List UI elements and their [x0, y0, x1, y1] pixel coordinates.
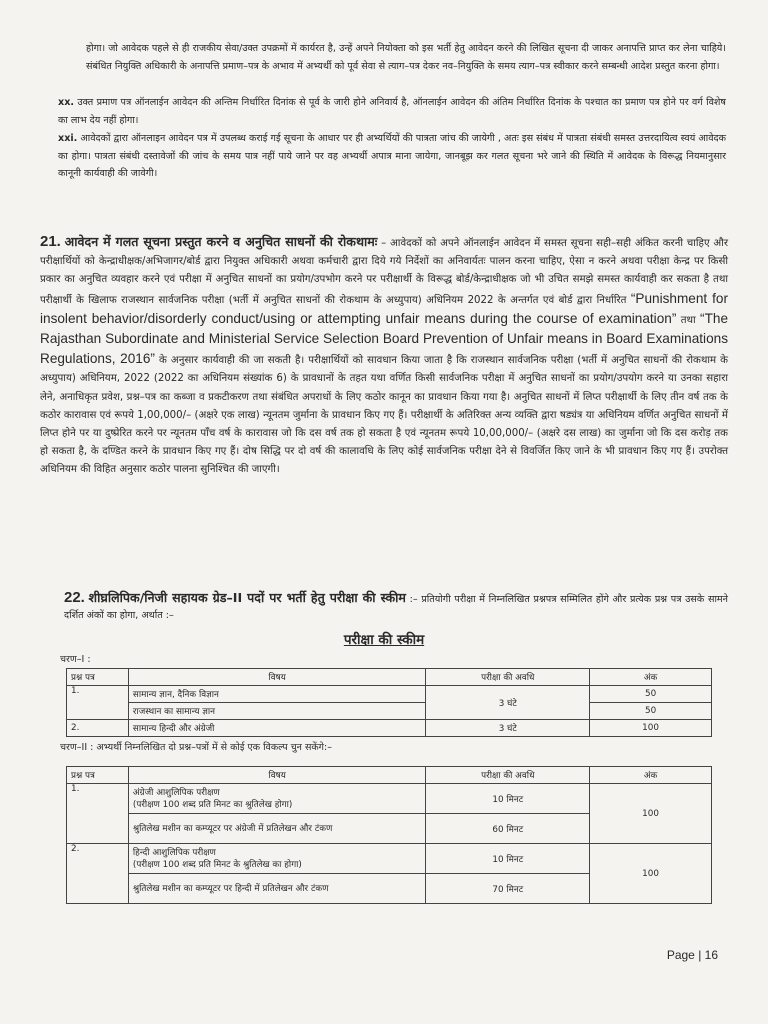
- column-header: परीक्षा की अवधि: [426, 669, 590, 686]
- column-header: परीक्षा की अवधि: [426, 767, 590, 784]
- section-22-number: 22.: [64, 589, 85, 606]
- duration-cell: 3 घंटे: [426, 720, 590, 737]
- table-row: [67, 784, 712, 814]
- paper-number: 2.: [67, 720, 129, 737]
- clause-xx-text: उक्त प्रमाण पत्र ऑनलाईन आवेदन की अन्तिम निर्धारित दिनांक से पूर्व के जारी होने अनिवार्य है, ऑनलाईन आवेदन की अंतिम निर्धारित दिनांक के पश्चात का प्रमाण पत्र होने पर वर्ग विशेष का लाभ देय नहीं होगा।: [58, 97, 726, 126]
- duration-cell: 60 मिनट: [426, 814, 590, 844]
- column-header: प्रश्न पत्र: [67, 669, 129, 686]
- table-header-row: [67, 767, 712, 784]
- clause-xx: [58, 94, 726, 129]
- column-header: प्रश्न पत्र: [67, 767, 129, 784]
- marks-cell: 100: [590, 720, 712, 737]
- duration-cell: 3 घंटे: [426, 686, 590, 720]
- duration-cell: 10 मिनट: [426, 784, 590, 814]
- subject-cell: सामान्य हिन्दी और अंग्रेजी: [128, 720, 426, 737]
- phase-1-table: [66, 668, 712, 737]
- section-21-heading: आवेदन में गलत सूचना प्रस्तुत करने व अनुचित साधनों की रोकथामः: [64, 234, 378, 249]
- section-22-intro: :– प्रतियोगी परीक्षा में निम्नलिखित प्रश्नपत्र सम्मिलित होंगे और प्रत्येक प्रश्न पत्र उसके सामने दर्शित अंकों का होगा, अर्थात :–: [64, 594, 728, 621]
- column-header: विषय: [128, 767, 426, 784]
- marks-cell: 100: [590, 844, 712, 904]
- section-21-quote-1: “Punishment for insolent behavior/disorderly conduct/using or attempting unfair means during the course of examination”: [40, 290, 728, 326]
- subject-cell: हिन्दी आशुलिपिक परीक्षण (परीक्षण 100 शब्द प्रति मिनट के श्रुतिलेख का होगा): [128, 844, 426, 874]
- paper-number: 2.: [67, 844, 129, 904]
- paper-number: 1.: [67, 686, 129, 720]
- subject-cell: श्रुतिलेख मशीन का कम्प्यूटर पर अंग्रेजी में प्रतिलेखन और टंकण: [128, 814, 426, 844]
- section-21-text-b: तथा: [680, 314, 696, 326]
- column-header: विषय: [128, 669, 426, 686]
- section-21-number: 21.: [40, 233, 61, 250]
- subject-cell: श्रुतिलेख मशीन का कम्प्यूटर पर हिन्दी में प्रतिलेखन और टंकण: [128, 874, 426, 904]
- subject-cell: अंग्रेजी आशुलिपिक परीक्षण (परीक्षण 100 शब्द प्रति मिनट का श्रुतिलेख होगा): [128, 784, 426, 814]
- marks-cell: 100: [590, 784, 712, 844]
- clause-xxi: [58, 130, 726, 183]
- clause-continuation: [86, 40, 726, 75]
- section-21-text-a: – आवेदकों को अपने ऑनलाईन आवेदन में समस्त सूचना सही–सही अंकित करनी चाहिए और परीक्षार्थियों को केन्द्राधीक्षक/अभिजागर/बोर्ड द्वारा नियुक्त अधिकारी अथवा कर्मचारी द्वारा दिये गये निर्देशों का अनिवार्यतः पालन करना चाहिए, ऐसा न करने अथवा परीक्षा केन्द्र पर किसी प्रकार का अनुचित व्यवहार करने एवं परीक्षा में अनुचित साधनों का प्रयोग/उपभोग करने पर परीक्षार्थी के विरूद्ध बोर्ड/केन्द्राधीक्षक जो भी उचित समझे समस्त कार्यवाही कर सकता है तथा परीक्षार्थी के खिलाफ राजस्थान सार्वजनिक परीक्षा (भर्ती में अनुचित साधनों की रोकथाम के अध्युपाय) अधिनियम 2022 के अन्तर्गत एवं बोर्ड द्वारा निर्धारित: [40, 238, 728, 306]
- clause-xx-number: xx.: [58, 97, 75, 108]
- column-header: अंक: [590, 669, 712, 686]
- clause-continuation-text: होगा। जो आवेदक पहले से ही राजकीय सेवा/उक्त उपक्रमों में कार्यरत है, उन्हें अपने नियोक्ता को इस भर्ती हेतु आवेदन करने की लिखित सूचना दी जाकर अनापत्ति प्राप्त कर लेना चाहिये। संबंधित नियुक्ति अधिकारी के अनापत्ति प्रमाण–पत्र के अभाव में अभ्यर्थी को पूर्व सेवा से त्याग–पत्र देकर नव–नियुक्ति के समय त्याग–पत्र स्वीकार करने सम्बन्धी आदेश प्रस्तुत करना होगा।: [86, 43, 726, 72]
- section-21-text-c: के अनुसार कार्यवाही की जा सकती है। परीक्षार्थियों को सावधान किया जाता है कि राजस्थान सार्वजनिक परीक्षा (भर्ती में अनुचित साधनों की रोकथाम के अध्युपाय) अधिनियम, 2022 (2022 का अधिनियम संख्यांक 6) के प्रावधानों के तहत यथा वर्णित किसी सार्वजनिक परीक्षा में अनुचित साधनों का प्रयोग/उपयोग करने या उनका सहारा लेने, अनाधिकृत प्रवेश, प्रश्न–पत्र का कब्जा व प्रकटीकरण तथा संबंधित अपराधों के लिए कठोर कानून का प्रावधान किया गया है। अनुचित साधनों में लिप्त परीक्षार्थी के लिए तीन वर्ष तक के कठोर कारावास एवं रूपये 1,00,000/– (अक्षरे एक लाख) न्यूनतम जुर्माना के प्रावधान किए गए हैं। परीक्षार्थी के अतिरिक्त अन्य व्यक्ति द्वारा षड्यंत्र या अधिनियम वर्णित अनुचित साधनों में लिप्त होने पर या दुष्प्रेरित करने पर न्यूनतम पाँच वर्ष के कारावास जो कि दस वर्ष तक हो सकता है एवं न्यूनतम रूपये 10,00,000/– (अक्षरे दस लाख) का जुर्माना जो कि दस करोड़ तक हो सकता है, के दण्डित करने के प्रावधान किए गए हैं। दोष सिद्धि पर दो वर्ष की कालावधि के लिए कोई सार्वजनिक परीक्षा देने से विवर्जित किए जाने के भी प्रावधान किए गए हैं। उपरोक्त अधिनियम की विहित अनुसार कठोर पालना सुनिश्चित की जाएगी।: [40, 355, 728, 476]
- scheme-title: परीक्षा की स्कीम: [343, 632, 425, 648]
- section-22-heading: शीघ्रलिपिक/निजी सहायक ग्रेड–II पदों पर भर्ती हेतु परीक्षा की स्कीम: [88, 590, 406, 605]
- table-row: [67, 844, 712, 874]
- subject-cell: राजस्थान का सामान्य ज्ञान: [128, 703, 426, 720]
- clause-xxi-text: आवेदकों द्वारा ऑनलाइन आवेदन पत्र में उपलब्ध कराई गई सूचना के आधार पर ही अभ्यर्थियों की पात्रता जांच की जायेगी , अतः इस संबंध में पात्रता संबंधी समस्त उत्तरदायित्व स्वयं आवेदक का होगा। पात्रता संबंधी दस्तावेजों की जांच के समय पात्र नहीं पाये जाने पर वह अभ्यर्थी अपात्र माना जायेगा, जानबूझ कर गलत सूचना भरे जाने की स्थिति में आवेदक के विरूद्ध नियमानुसार कानूनी कार्यवाही की जावेगी।: [58, 133, 726, 180]
- phase-1-label: चरण–I :: [60, 654, 91, 665]
- table-header-row: [67, 669, 712, 686]
- duration-cell: 10 मिनट: [426, 844, 590, 874]
- column-header: अंक: [590, 767, 712, 784]
- page-number: Page | 16: [666, 948, 718, 962]
- section-22: [64, 590, 728, 624]
- section-21: [40, 233, 728, 480]
- paper-number: 1.: [67, 784, 129, 844]
- section-21-quote-2: “The Rajasthan Subordinate and Ministerial Service Selection Board Prevention of Unfair means in Board Examinations Regulations, 2016”: [40, 310, 728, 367]
- table-row: [67, 720, 712, 737]
- phase-2-table: [66, 766, 712, 904]
- phase-2-label: चरण–II : अभ्यर्थी निम्नलिखित दो प्रश्न–पत्रों में से कोई एक विकल्प चुन सकेंगे:–: [60, 742, 332, 753]
- marks-cell: 50: [590, 703, 712, 720]
- marks-cell: 50: [590, 686, 712, 703]
- clause-xxi-number: xxi.: [58, 133, 78, 144]
- subject-cell: सामान्य ज्ञान, दैनिक विज्ञान: [128, 686, 426, 703]
- table-row: [67, 686, 712, 703]
- duration-cell: 70 मिनट: [426, 874, 590, 904]
- table-row: [67, 703, 712, 720]
